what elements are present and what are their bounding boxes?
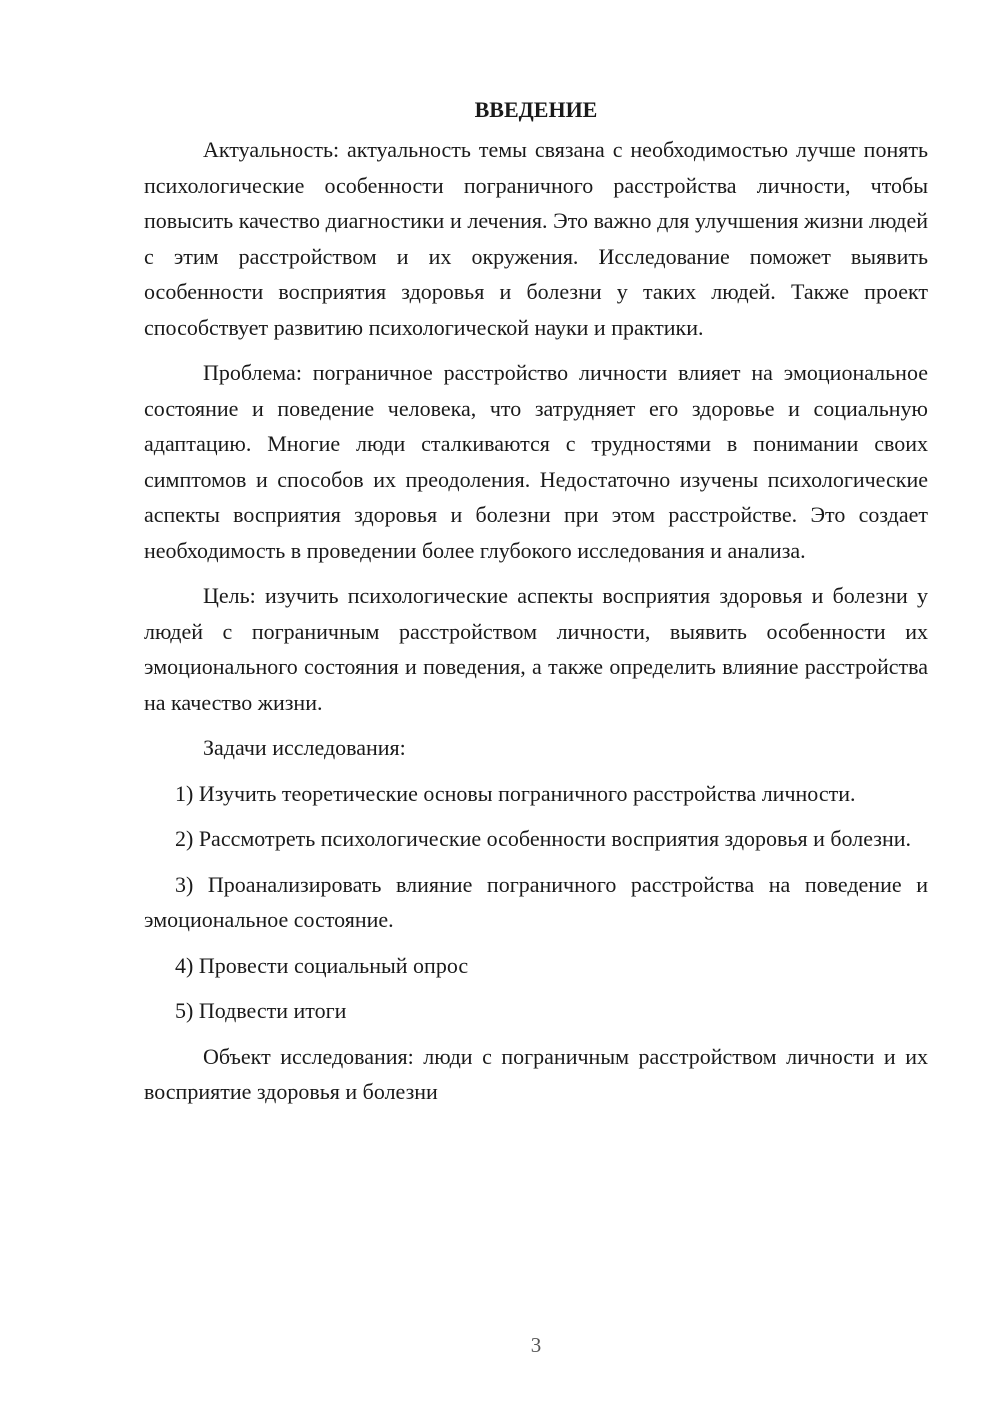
task-item-5: 5) Подвести итоги — [175, 998, 347, 1023]
task-item-4: 4) Провести социальный опрос — [175, 952, 469, 978]
task-item-2: 2) Рассмотреть психологические особенности восприятия здоровья и болезни. — [175, 826, 912, 851]
paragraph-problem: Проблема: пограничное расстройство личности влияет на эмоциональное состояние и поведение человека, что затрудняет его здоровье и социальную адаптацию. Многие люди сталкиваются с трудностями в понимании своих симптомов и способов их преодоления. Недостаточно изучены психологические аспекты восприятия здоровья и болезни при этом расстройстве. Это создает необходимость в проведении более глубокого исследования и анализа. — [144, 360, 928, 563]
page-title: ВВЕДЕНИЕ — [474, 97, 598, 122]
task-item-1: 1) Изучить теоретические основы пограничного расстройства личности. — [175, 780, 856, 806]
paragraph-relevance: Актуальность: актуальность темы связана с необходимостью лучше понять психологические особенности пограничного расстройства личности, чтобы повысить качество диагностики и лечения. Это важно для улучшения жизни людей с этим расстройством и их окружения. Исследование поможет выявить особенности восприятия здоровья и болезни у таких людей. Также проект способствует развитию психологической науки и практики. — [144, 137, 928, 340]
paragraph-goal: Цель: изучить психологические аспекты восприятия здоровья и болезни у людей с пограничным расстройством личности, выявить особенности их эмоционального состояния и поведения, а также определить влияние расстройства на качество жизни. — [144, 583, 928, 715]
page-number: 3 — [530, 1333, 542, 1357]
paragraph-object: Объект исследования: люди с пограничным расстройством личности и их восприятие здоровья и болезни — [144, 1043, 928, 1104]
task-item-3: 3) Проанализировать влияние пограничного расстройства на поведение и эмоциональное состояние. — [144, 871, 928, 932]
document-page — [144, 92, 928, 1120]
tasks-heading: Задачи исследования: — [203, 735, 406, 760]
